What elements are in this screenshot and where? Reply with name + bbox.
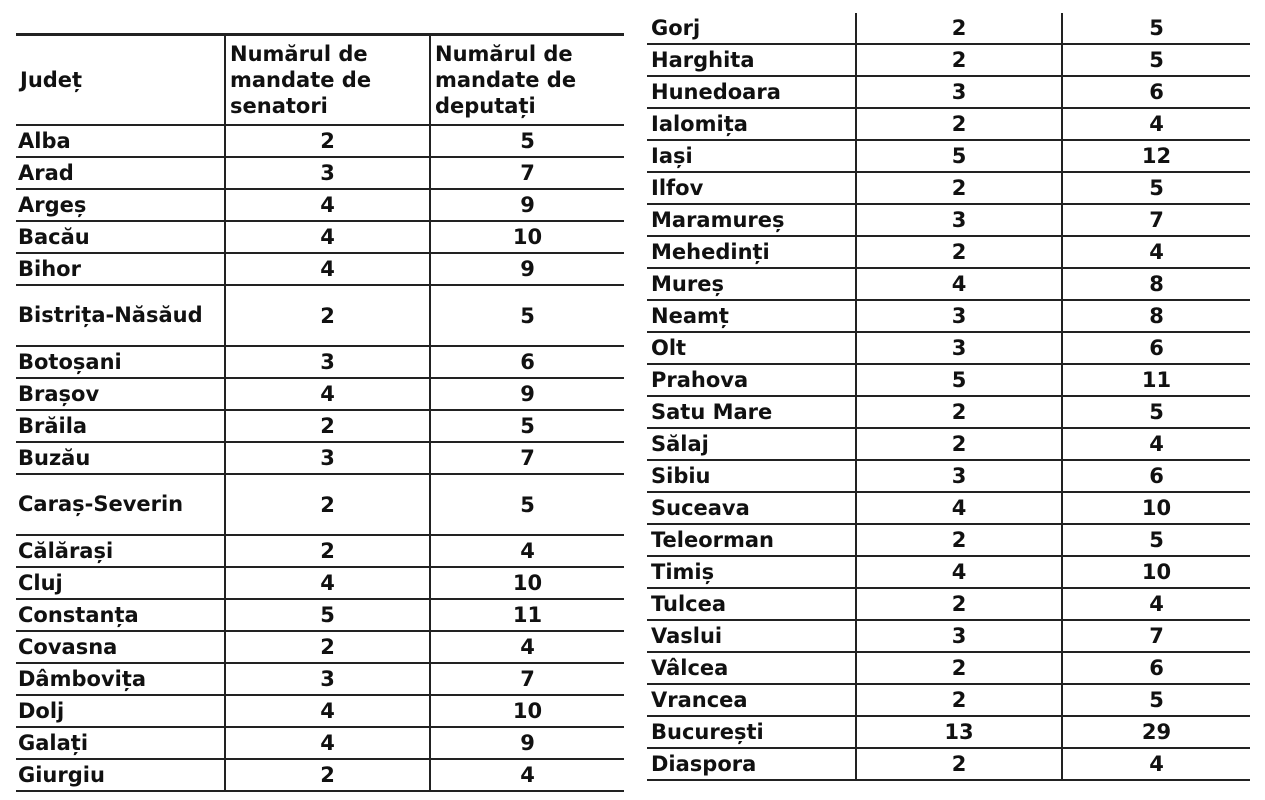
county-cell: Bihor xyxy=(16,253,225,285)
county-cell: Timiș xyxy=(647,556,856,588)
mandates-table-right xyxy=(647,13,1250,781)
county-cell: Sibiu xyxy=(647,460,856,492)
table-row xyxy=(647,300,1250,332)
table-row xyxy=(647,716,1250,748)
county-column-header: Județ xyxy=(16,35,225,126)
deputies-cell: 6 xyxy=(1062,332,1250,364)
table-row xyxy=(16,410,624,442)
county-cell: Bistrița-Năsăud xyxy=(16,285,225,346)
table-row xyxy=(16,759,624,791)
senators-cell: 4 xyxy=(225,221,430,253)
deputies-cell: 10 xyxy=(430,567,624,599)
table-row xyxy=(647,524,1250,556)
table-row xyxy=(647,652,1250,684)
table-row xyxy=(647,556,1250,588)
county-cell: Călărași xyxy=(16,535,225,567)
table-row xyxy=(16,221,624,253)
county-cell: Prahova xyxy=(647,364,856,396)
county-cell: Satu Mare xyxy=(647,396,856,428)
senators-cell: 2 xyxy=(856,236,1062,268)
county-cell: Vâlcea xyxy=(647,652,856,684)
county-cell: Harghita xyxy=(647,44,856,76)
deputies-cell: 7 xyxy=(430,442,624,474)
deputies-cell: 7 xyxy=(1062,204,1250,236)
senators-cell: 2 xyxy=(225,759,430,791)
table-row xyxy=(16,346,624,378)
table-row xyxy=(647,396,1250,428)
county-cell: Dâmbovița xyxy=(16,663,225,695)
county-cell: Maramureș xyxy=(647,204,856,236)
deputies-cell: 4 xyxy=(1062,236,1250,268)
table-row xyxy=(16,599,624,631)
deputies-cell: 6 xyxy=(1062,652,1250,684)
table-row xyxy=(16,474,624,535)
senators-cell: 2 xyxy=(856,108,1062,140)
county-cell: Botoșani xyxy=(16,346,225,378)
table-row xyxy=(16,535,624,567)
deputies-cell: 11 xyxy=(1062,364,1250,396)
senators-cell: 2 xyxy=(225,535,430,567)
table-row xyxy=(16,189,624,221)
deputies-cell: 11 xyxy=(430,599,624,631)
senators-cell: 2 xyxy=(856,748,1062,780)
table-row xyxy=(647,44,1250,76)
senators-cell: 2 xyxy=(856,588,1062,620)
senators-cell: 2 xyxy=(856,428,1062,460)
senators-cell: 3 xyxy=(856,76,1062,108)
senators-cell: 2 xyxy=(225,410,430,442)
deputies-cell: 29 xyxy=(1062,716,1250,748)
senators-cell: 3 xyxy=(856,460,1062,492)
senators-cell: 2 xyxy=(225,474,430,535)
mandates-table-left xyxy=(16,33,624,792)
county-cell: București xyxy=(647,716,856,748)
senators-cell: 2 xyxy=(856,652,1062,684)
senators-cell: 4 xyxy=(225,189,430,221)
senators-cell: 4 xyxy=(856,268,1062,300)
county-cell: Dolj xyxy=(16,695,225,727)
deputies-cell: 4 xyxy=(430,759,624,791)
table-row xyxy=(16,157,624,189)
deputies-cell: 7 xyxy=(1062,620,1250,652)
senators-cell: 4 xyxy=(225,378,430,410)
deputies-cell: 4 xyxy=(1062,428,1250,460)
table-row xyxy=(647,748,1250,780)
senators-cell: 4 xyxy=(225,695,430,727)
senators-cell: 3 xyxy=(225,346,430,378)
senators-cell: 5 xyxy=(856,364,1062,396)
senators-cell: 4 xyxy=(856,556,1062,588)
senators-cell: 5 xyxy=(225,599,430,631)
table-row xyxy=(16,727,624,759)
county-cell: Mureș xyxy=(647,268,856,300)
deputies-cell: 9 xyxy=(430,253,624,285)
county-cell: Mehedinți xyxy=(647,236,856,268)
county-cell: Bacău xyxy=(16,221,225,253)
table-row xyxy=(647,108,1250,140)
county-cell: Hunedoara xyxy=(647,76,856,108)
table-row xyxy=(647,332,1250,364)
table-row xyxy=(16,285,624,346)
deputies-cell: 5 xyxy=(1062,13,1250,44)
county-cell: Cluj xyxy=(16,567,225,599)
deputies-cell: 7 xyxy=(430,663,624,695)
deputies-cell: 6 xyxy=(1062,76,1250,108)
senators-cell: 4 xyxy=(856,492,1062,524)
deputies-cell: 5 xyxy=(1062,524,1250,556)
senators-cell: 2 xyxy=(225,631,430,663)
county-cell: Buzău xyxy=(16,442,225,474)
table-row xyxy=(647,364,1250,396)
senators-column-header: Numărul de mandate de senatori xyxy=(225,35,430,126)
deputies-cell: 5 xyxy=(430,410,624,442)
table-row xyxy=(16,631,624,663)
table-row xyxy=(647,492,1250,524)
senators-cell: 5 xyxy=(856,140,1062,172)
senators-cell: 4 xyxy=(225,567,430,599)
county-cell: Brăila xyxy=(16,410,225,442)
county-cell: Ilfov xyxy=(647,172,856,204)
table-row xyxy=(16,125,624,157)
table-row xyxy=(647,268,1250,300)
county-cell: Tulcea xyxy=(647,588,856,620)
senators-cell: 3 xyxy=(856,332,1062,364)
county-cell: Alba xyxy=(16,125,225,157)
senators-cell: 4 xyxy=(225,253,430,285)
deputies-cell: 9 xyxy=(430,189,624,221)
deputies-cell: 4 xyxy=(1062,108,1250,140)
deputies-cell: 5 xyxy=(430,125,624,157)
county-cell: Vrancea xyxy=(647,684,856,716)
table-row xyxy=(647,428,1250,460)
deputies-cell: 10 xyxy=(1062,492,1250,524)
county-cell: Brașov xyxy=(16,378,225,410)
deputies-cell: 6 xyxy=(1062,460,1250,492)
senators-cell: 3 xyxy=(225,663,430,695)
senators-cell: 2 xyxy=(856,524,1062,556)
county-cell: Galați xyxy=(16,727,225,759)
table-row xyxy=(647,620,1250,652)
table-row xyxy=(16,567,624,599)
table-header-row xyxy=(16,35,624,126)
deputies-cell: 8 xyxy=(1062,268,1250,300)
senators-cell: 2 xyxy=(856,44,1062,76)
county-cell: Caraș-Severin xyxy=(16,474,225,535)
senators-cell: 3 xyxy=(225,442,430,474)
table-row xyxy=(647,236,1250,268)
deputies-cell: 5 xyxy=(1062,396,1250,428)
county-cell: Arad xyxy=(16,157,225,189)
county-cell: Argeș xyxy=(16,189,225,221)
table-row xyxy=(647,460,1250,492)
table-row xyxy=(647,172,1250,204)
county-cell: Iași xyxy=(647,140,856,172)
table-row xyxy=(16,253,624,285)
county-cell: Diaspora xyxy=(647,748,856,780)
senators-cell: 13 xyxy=(856,716,1062,748)
table-row xyxy=(647,76,1250,108)
senators-cell: 3 xyxy=(225,157,430,189)
senators-cell: 3 xyxy=(856,620,1062,652)
deputies-cell: 4 xyxy=(430,535,624,567)
county-cell: Vaslui xyxy=(647,620,856,652)
senators-cell: 4 xyxy=(225,727,430,759)
deputies-cell: 4 xyxy=(1062,748,1250,780)
senators-cell: 3 xyxy=(856,300,1062,332)
table-row xyxy=(16,695,624,727)
senators-cell: 3 xyxy=(856,204,1062,236)
county-cell: Constanța xyxy=(16,599,225,631)
deputies-cell: 4 xyxy=(430,631,624,663)
senators-cell: 2 xyxy=(856,172,1062,204)
table-row xyxy=(647,13,1250,44)
deputies-cell: 10 xyxy=(430,695,624,727)
deputies-cell: 6 xyxy=(430,346,624,378)
table-row xyxy=(16,378,624,410)
senators-cell: 2 xyxy=(856,396,1062,428)
deputies-cell: 9 xyxy=(430,378,624,410)
county-cell: Sălaj xyxy=(647,428,856,460)
county-cell: Teleorman xyxy=(647,524,856,556)
senators-cell: 2 xyxy=(225,285,430,346)
table-row xyxy=(647,204,1250,236)
deputies-cell: 10 xyxy=(1062,556,1250,588)
deputies-cell: 5 xyxy=(1062,44,1250,76)
table-row xyxy=(647,588,1250,620)
county-cell: Suceava xyxy=(647,492,856,524)
table-row xyxy=(647,140,1250,172)
deputies-cell: 7 xyxy=(430,157,624,189)
senators-cell: 2 xyxy=(856,684,1062,716)
table-row xyxy=(16,663,624,695)
table-row xyxy=(16,442,624,474)
county-cell: Gorj xyxy=(647,13,856,44)
county-cell: Ialomița xyxy=(647,108,856,140)
county-cell: Giurgiu xyxy=(16,759,225,791)
deputies-cell: 5 xyxy=(430,474,624,535)
deputies-column-header: Numărul de mandate de deputați xyxy=(430,35,624,126)
county-cell: Olt xyxy=(647,332,856,364)
table-row xyxy=(647,684,1250,716)
deputies-cell: 8 xyxy=(1062,300,1250,332)
deputies-cell: 5 xyxy=(1062,684,1250,716)
deputies-cell: 4 xyxy=(1062,588,1250,620)
deputies-cell: 10 xyxy=(430,221,624,253)
county-cell: Covasna xyxy=(16,631,225,663)
county-cell: Neamț xyxy=(647,300,856,332)
senators-cell: 2 xyxy=(225,125,430,157)
senators-cell: 2 xyxy=(856,13,1062,44)
deputies-cell: 5 xyxy=(1062,172,1250,204)
deputies-cell: 12 xyxy=(1062,140,1250,172)
deputies-cell: 5 xyxy=(430,285,624,346)
deputies-cell: 9 xyxy=(430,727,624,759)
